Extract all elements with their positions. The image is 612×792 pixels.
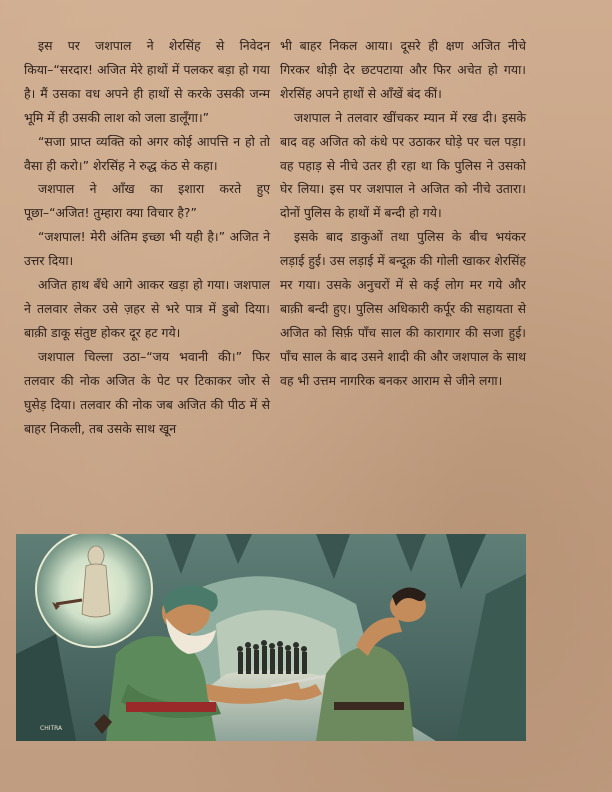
- story-paragraph: “जशपाल! मेरी अंतिम इच्छा भी यही है।” अजित ने उत्तर दिया।: [24, 229, 270, 269]
- story-paragraph: भी बाहर निकल आया। दूसरे ही क्षण अजित नीचे गिरकर थोड़ी देर छटपटाया और फिर अचेत हो गया। शेरसिंह अपने हाथों से आँखें बंद कीं।: [280, 38, 526, 101]
- story-paragraph: इस पर जशपाल ने शेरसिंह से निवेदन किया–“सरदार! अजित मेरे हाथों में पलकर बड़ा हो गया है। मैं उसका वध अपने ही हाथों से करके उसकी जन्म भूमि में ही उसकी लाश को जला डालूँगा।”: [24, 38, 270, 125]
- story-illustration: [16, 534, 526, 741]
- story-paragraph: इसके बाद डाकुओं तथा पुलिस के बीच भयंकर लड़ाई हुई। उस लड़ाई में बन्दूक़ की गोली खाकर शेरसिंह मर गया। उसके अनुचरों में से कई लोग मर गये और बाक़ी बन्दी हुए। पुलिस अधिकारी कर्पूर की सहायता से अजित को सिर्फ़ पाँच साल की कारागार की सजा हुई। पाँच साल के बाद उसने शादी की और जशपाल के साथ वह भी उत्तम नागरिक बनकर आराम से जीने लगा।: [280, 229, 526, 388]
- story-paragraph: जशपाल चिल्ला उठा–“जय भवानी की।” फिर तलवार की नोक अजित के पेट पर टिकाकर जोर से घुसेड़ दिया। तलवार की नोक जब अजित की पीठ में से बाहर निकली, तब उसके साथ खून: [24, 348, 270, 436]
- story-paragraph: जशपाल ने तलवार खींचकर म्यान में रख दी। इसके बाद वह अजित को कंधे पर उठाकर घोड़े पर चल पड़ा। वह पहाड़ से नीचे उतर ही रहा था कि पुलिस ने उसको घेर लिया। इस पर जशपाल ने अजित को नीचे उतारा। दोनों पुलिस के हाथों में बन्दी हो गये।: [280, 109, 526, 221]
- story-paragraph: अजित हाथ बँधे आगे आकर खड़ा हो गया। जशपाल ने तलवार लेकर उसे ज़हर से भरे पात्र में डुबो दिया। बाक़ी डाकू संतुष्ट होकर दूर हट गये।: [24, 277, 270, 340]
- right-text-column: [280, 34, 526, 393]
- story-paragraph: जशपाल ने आँख का इशारा करते हुए पूछा–“अजित! तुम्हारा क्या विचार है?”: [24, 181, 270, 221]
- artist-signature: CHITRA: [40, 725, 63, 732]
- left-text-column: [24, 34, 270, 440]
- story-paragraph: “सजा प्राप्त व्यक्ति को अगर कोई आपत्ति न हो तो वैसा ही करो।” शेरसिंह ने रुद्ध कंठ से कहा।: [24, 133, 270, 173]
